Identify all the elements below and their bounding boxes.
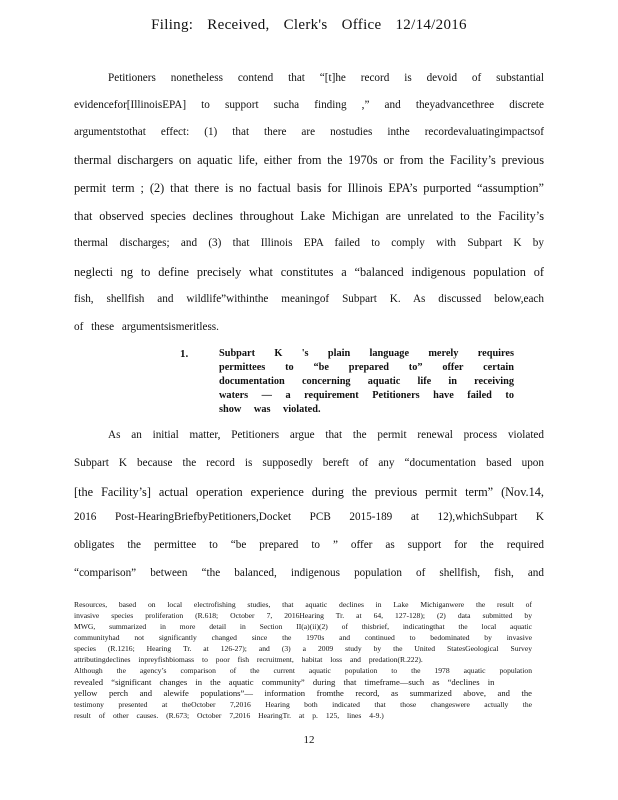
footnote-line-1: Resources, based on local electrofishing studies, that aquatic declines in Lake Michiganwere the result of [74,600,532,609]
page-number: 12 [303,734,315,746]
paragraph-1-line-10: of these argumentsismeritless. [74,321,219,333]
filing-stamp-header: Filing: Received, Clerk's Office 12/14/2016 [151,17,467,33]
paragraph-1-line-3: argumentstothat effect: (1) that there are nostudies inthe recordevaluatingimpactsof [74,126,544,138]
footnote-line-6: attributingdeclines inpreyfishbiomass to poor fish recruitment, habitat loss and predation(R.222). [74,655,423,664]
paragraph-1-line-7: thermal discharges; and (3) that Illinois EPA failed to comply with Subpart K by [74,237,544,249]
paragraph-1-line-2: evidencefor[IllinoisEPA] to support sucha finding ,” and theyadvancethree discrete [74,99,544,111]
paragraph-1-line-6: that observed species declines throughout Lake Michigan are unrelated to the Facility’s [74,209,544,223]
section-heading-line-2: permittees to “be prepared to” offer certain [219,362,514,373]
footnote-line-5: species (R.1216; Hearing Tr. at 126-27); and (3) a 2009 study by the United StatesGeological Survey [74,644,532,653]
paragraph-1-line-8: neglecti ng to define precisely what constitutes a “balanced indigenous population of [74,265,544,279]
paragraph-1-line-1: Petitioners nonetheless contend that “[t]he record is devoid of substantial [108,72,544,84]
paragraph-1-line-4: thermal dischargers on aquatic life, either from the 1970s or from the Facility’s previous [74,153,544,167]
paragraph-2-line-6: “comparison” between “the balanced, indigenous population of shellfish, fish, and [74,567,544,579]
paragraph-1-line-5: permit term ; (2) that there is no factual basis for Illinois EPA’s purported “assumption” [74,181,544,195]
paragraph-1-line-9: fish, shellfish and wildlife”withinthe meaningof Subpart K. As discussed below,each [74,293,544,305]
section-heading-line-1: Subpart K 's plain language merely requires [219,348,514,359]
footnote-line-3: MWG, summarized in more detail in Section II(a)(ii)(2) of thisbrief, indicatingthat the local aquatic [74,622,532,631]
footnote-line-7: Although the agency’s comparison of the current aquatic population to the 1978 aquatic population [74,666,532,675]
footnote-line-10: testimony presented at theOctober 7,2016 Hearing both indicated that those changeswere actually the [74,700,532,709]
footnote-line-4: communityhad not significantly changed since the 1970s and continued to bedominated by invasive [74,633,532,642]
footnote-line-9: yellow perch and alewife populations”— information fromthe record, as summarized above, and the [74,688,532,698]
footnote-line-8: revealed “significant changes in the aquatic community” during that timeframe—such as “declines in [74,677,495,687]
section-heading-line-4: waters — a requirement Petitioners have failed to [219,390,514,401]
paragraph-2-line-4: 2016 Post-HearingBriefbyPetitioners,Docket PCB 2015-189 at 12),whichSubpart K [74,511,544,523]
section-heading-line-5: show was violated. [219,404,321,415]
paragraph-2-line-2: Subpart K because the record is supposedly bereft of any “documentation based upon [74,457,544,469]
paragraph-2-line-1: As an initial matter, Petitioners argue that the permit renewal process violated [108,429,544,441]
footnote-line-11: result of other causes. (R.673; October 7,2016 HearingTr. at p. 125, lines 4-9.) [74,711,384,720]
footnote-line-2: invasive species proliferation (R.618; October 7, 2016Hearing Tr. at 64, 127-128); (2) data submitted by [74,611,532,620]
paragraph-2-line-3: [the Facility’s] actual operation experience during the previous permit term” (Nov.14, [74,485,544,499]
paragraph-2-line-5: obligates the permittee to “be prepared to ” offer as support for the required [74,539,544,551]
section-heading-number: 1. [180,348,189,360]
section-heading-line-3: documentation concerning aquatic life in receiving [219,376,514,387]
